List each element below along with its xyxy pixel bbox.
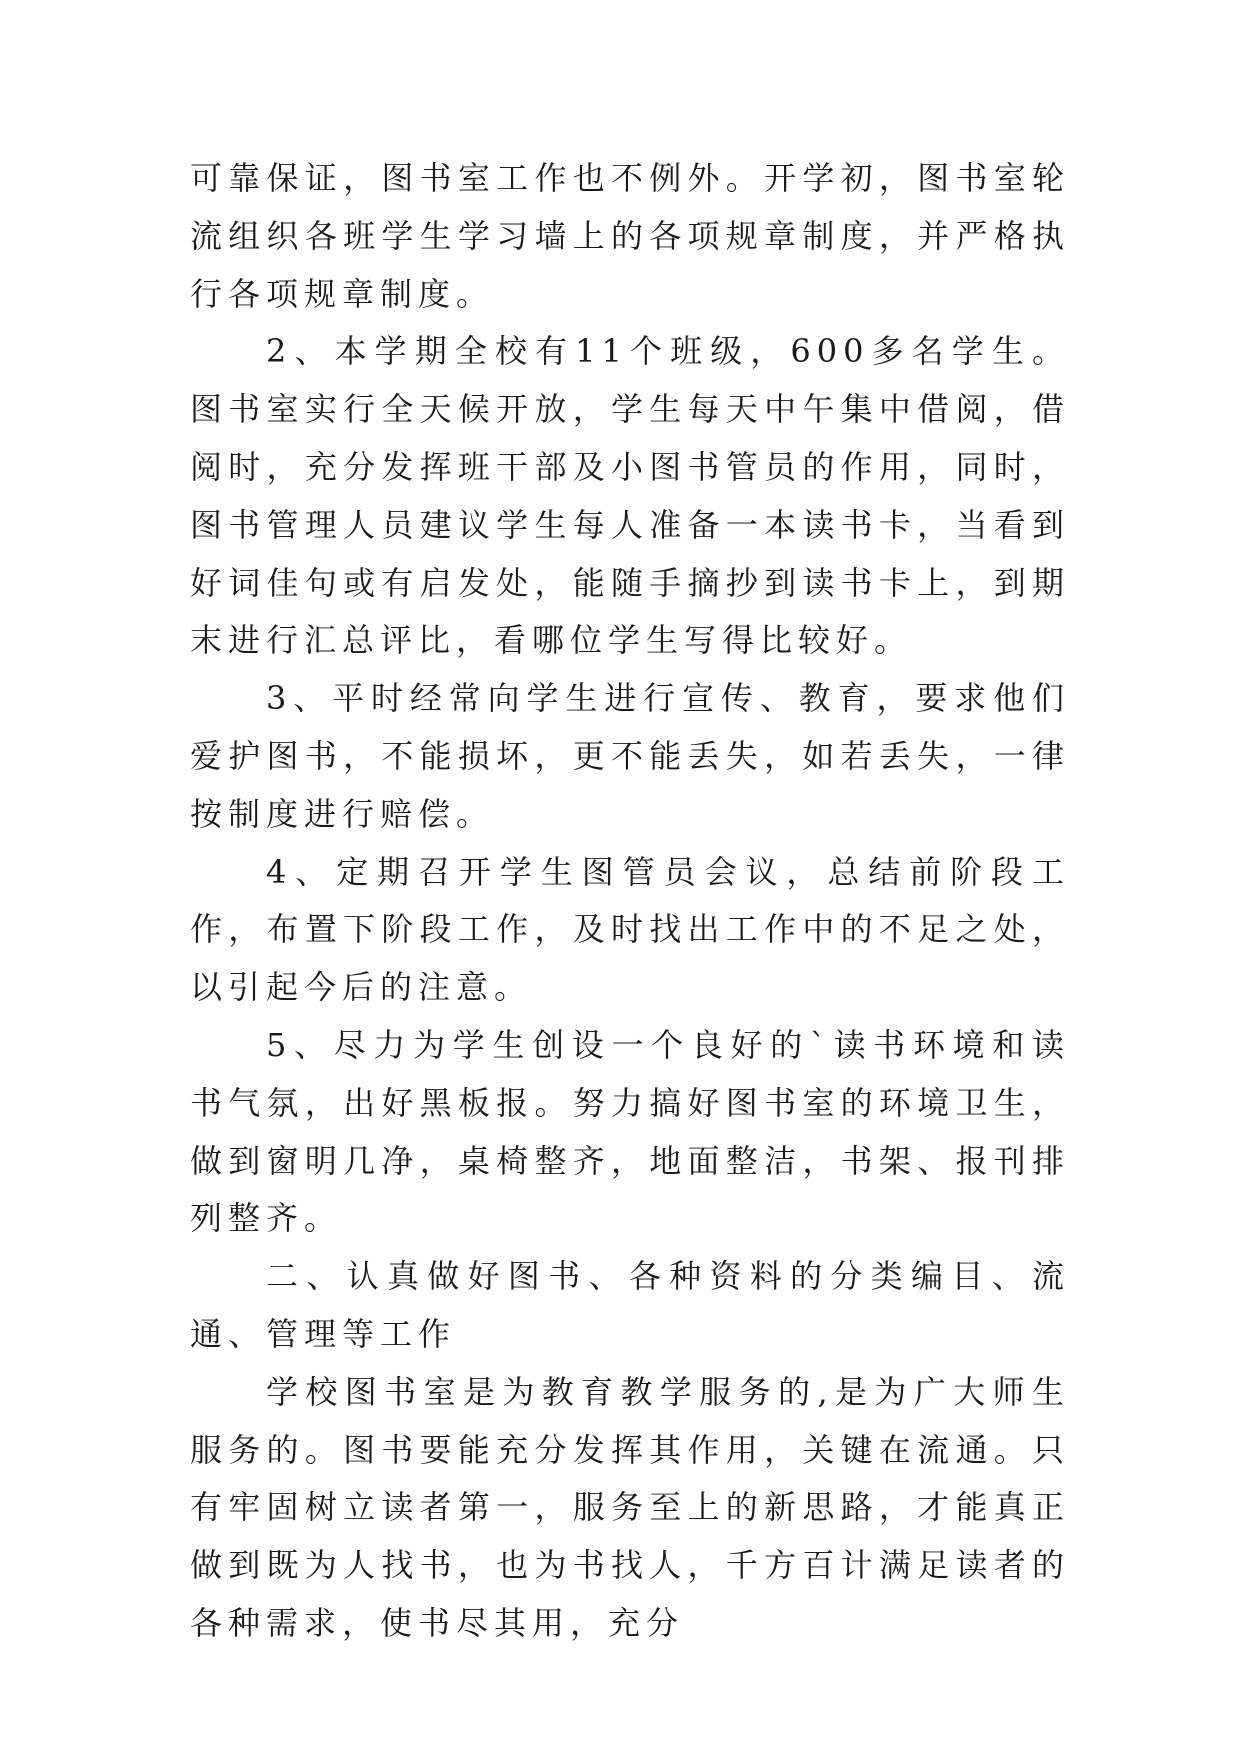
- paragraph-section-2-body: 学校图书室是为教育教学服务的,是为广大师生服务的。图书要能充分发挥其作用，关键在流通。只有牢固树立读者第一，服务至上的新思路，才能真正做到既为人找书，也为书找人，千方百计满足读者的各种需求，使书尽其用，充分: [190, 1372, 1070, 1642]
- section-heading-2: 二、认真做好图书、各种资料的分类编目、流通、管理等工作: [190, 1257, 1070, 1353]
- paragraph-item-2: 2、本学期全校有11个班级，600多名学生。图书室实行全天候开放，学生每天中午集中借阅，借阅时，充分发挥班干部及小图书管员的作用，同时，图书管理人员建议学生每人准备一本读书卡，当看到好词佳句或有启发处，能随手摘抄到读书卡上，到期末进行汇总评比，看哪位学生写得比较好。: [190, 332, 1070, 660]
- paragraph-continuation: 可靠保证，图书室工作也不例外。开学初，图书室轮流组织各班学生学习墙上的各项规章制度，并严格执行各项规章制度。: [190, 159, 1070, 313]
- paragraph-item-5: 5、尽力为学生创设一个良好的`读书环境和读书气氛，出好黑板报。努力搞好图书室的环境卫生，做到窗明几净，桌椅整齐，地面整洁，书架、报刊排列整齐。: [190, 1025, 1070, 1238]
- document-body: [190, 150, 1070, 1653]
- paragraph-item-4: 4、定期召开学生图管员会议，总结前阶段工作，布置下阶段工作，及时找出工作中的不足之处，以引起今后的注意。: [190, 852, 1070, 1007]
- paragraph-item-3: 3、平时经常向学生进行宣传、教育，要求他们爱护图书，不能损坏，更不能丢失，如若丢失，一律按制度进行赔偿。: [190, 679, 1070, 833]
